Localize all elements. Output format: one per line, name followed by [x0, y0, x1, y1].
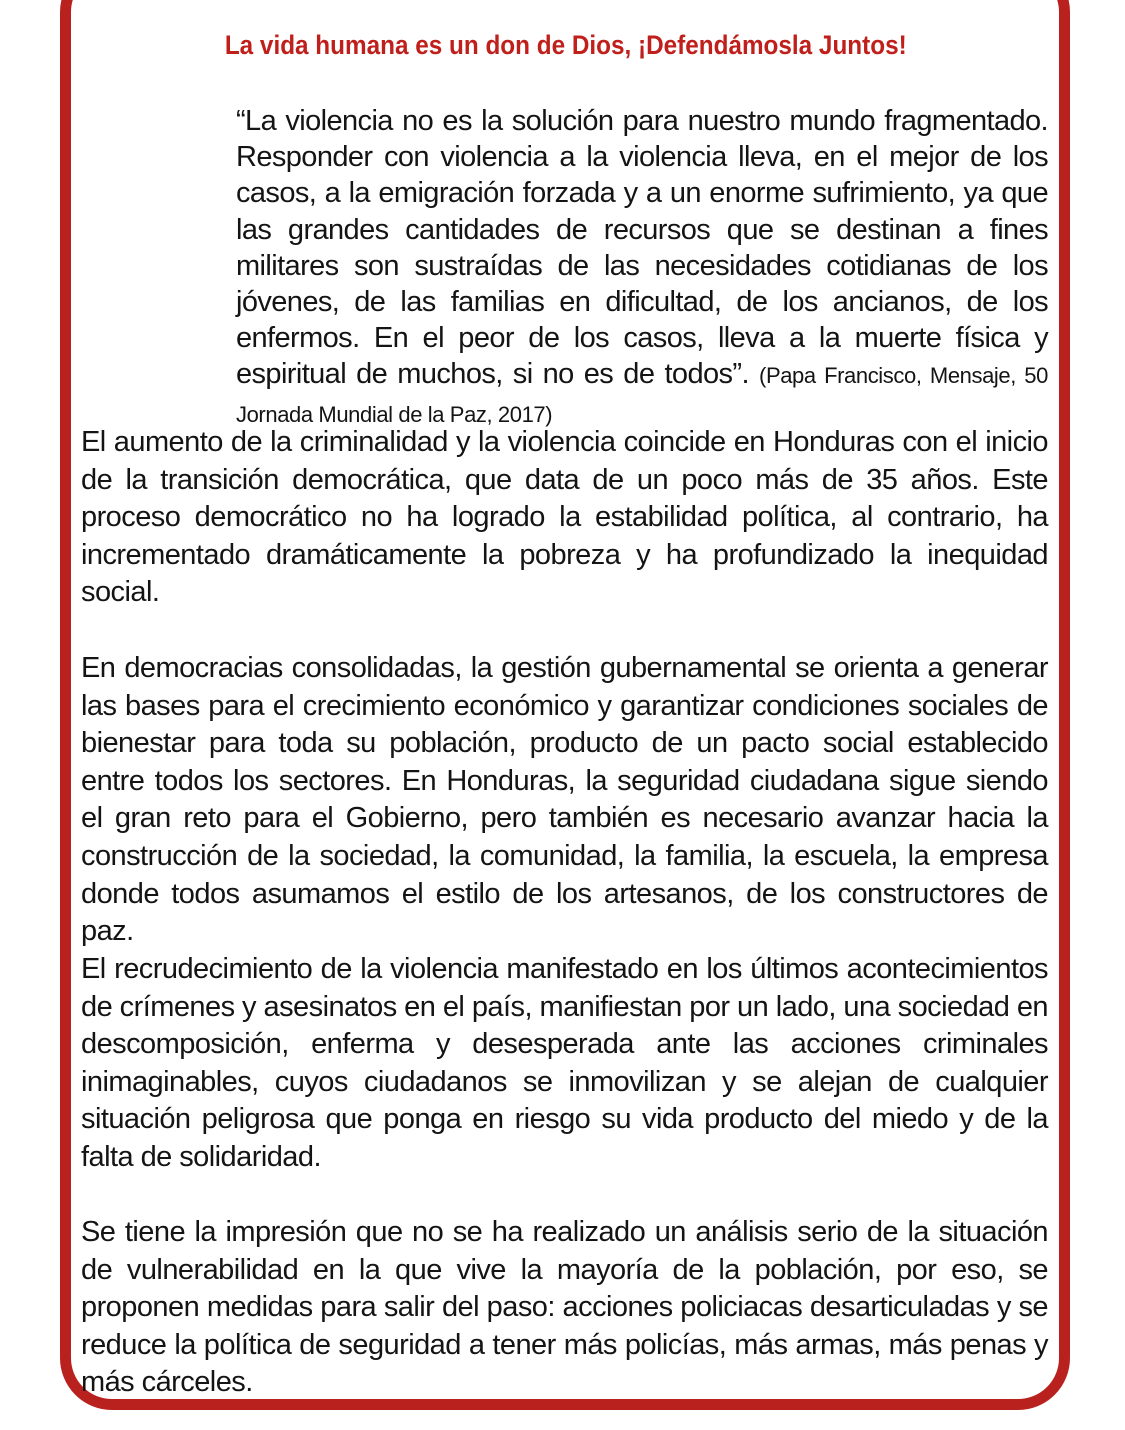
paragraph-criminalidad: El aumento de la criminalidad y la violencia coincide en Honduras con el inicio de la transición democrática, que data de un poco más de 35 años. Este proceso democrático no ha logrado la estabilidad política, al contrario, ha incrementado dramáticamente la pobreza y ha profundizado la inequidad social. — [81, 426, 1048, 609]
paragraph-democracias: En democracias consolidadas, la gestión gubernamental se orienta a generar las bases para el crecimiento económico y garantizar condiciones sociales de bienestar para toda su población, producto de un pacto social establecido entre todos los sectores. En Honduras, la seguridad ciudadana sigue siendo el gran reto para el Gobierno, pero también es necesario avanzar hacia la construcción de la sociedad, la comunidad, la familia, la escuela, la empresa donde todos asumamos el estilo de los artesanos, de los constructores de paz. — [81, 652, 1048, 948]
quote-citation: (Papa Francisco, Mensaje, 50 Jornada Mundial de la Paz, 2017) — [236, 363, 1048, 427]
paragraph-impresion: Se tiene la impresión que no se ha realizado un análisis serio de la situación de vulnerabilidad en la que vive la mayoría de la población, por eso, se proponen medidas para salir del paso: acciones policiacas desarticuladas y se reduce la política de seguridad a tener más policías, más armas, más penas y más cárceles. — [81, 1216, 1048, 1399]
document-title: La vida humana es un don de Dios, ¡Defendámosla Juntos! — [224, 30, 907, 60]
pope-quote — [236, 103, 1048, 433]
paragraph-recrudecimiento: El recrudecimiento de la violencia manifestado en los últimos acontecimientos de crímenes y asesinatos en el país, manifiestan por un lado, una sociedad en descomposición, enferma y desesperada ante las acciones criminales inimaginables, cuyos ciudadanos se inmovilizan y se alejan de cualquier situación peligrosa que ponga en riesgo su vida producto del miedo y de la falta de solidaridad. — [81, 953, 1048, 1173]
quote-text: “La violencia no es la solución para nuestro mundo fragmentado. Responder con violencia a la violencia lleva, en el mejor de los casos, a la emigración forzada y a un enorme sufrimiento, ya que las grandes cantidades de recursos que se destinan a fines militares son sustraídas de las necesidades cotidianas de los jóvenes, de las familias en dificultad, de los ancianos, de los enfermos. En el peor de los casos, lleva a la muerte física y espiritual de muchos, si no es de todos”. — [236, 105, 1048, 391]
